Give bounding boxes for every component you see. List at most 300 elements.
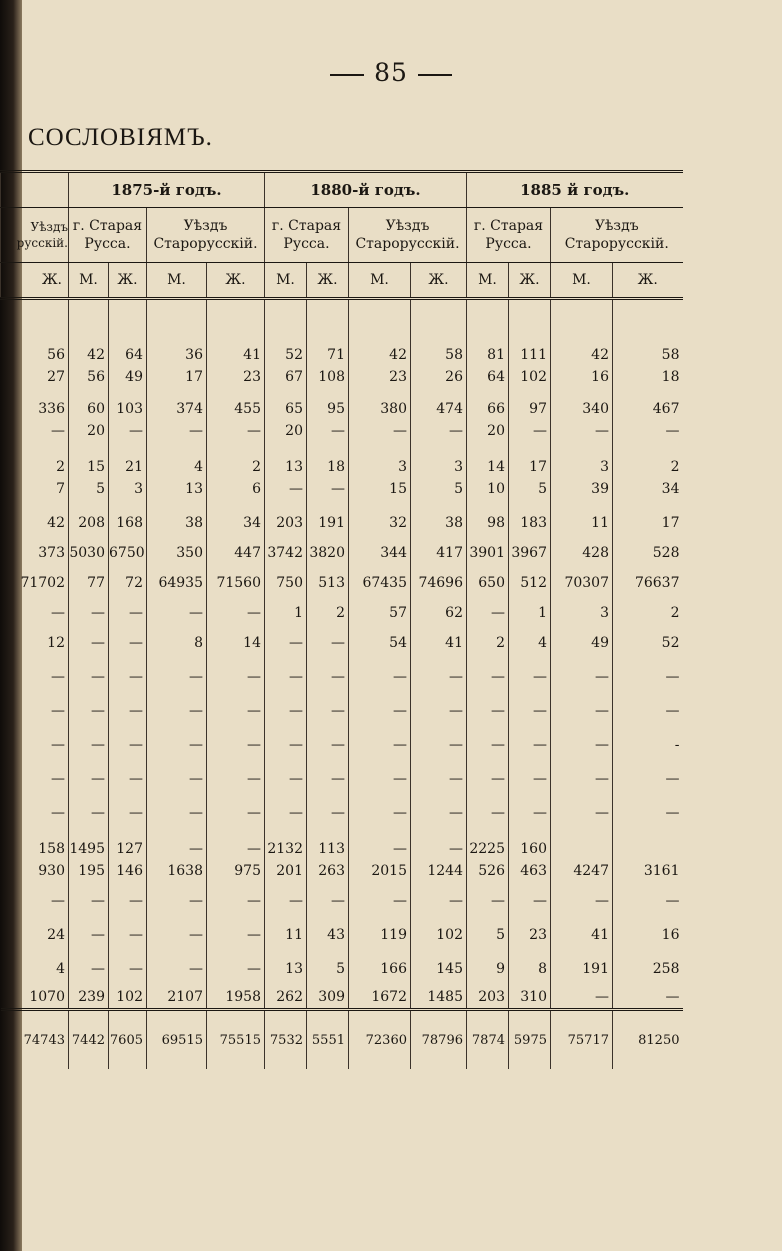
table-cell: — xyxy=(411,734,467,756)
spacer-row xyxy=(1,912,683,924)
spacer-cell xyxy=(509,688,551,700)
table-cell: — xyxy=(551,420,613,442)
table-cell: — xyxy=(307,632,349,654)
page-number-text: 85 xyxy=(374,58,408,87)
table-cell: 183 xyxy=(509,512,551,534)
table-cell: 7 xyxy=(56,481,65,497)
spacer-cell xyxy=(69,946,109,958)
table-cell: 23 xyxy=(509,924,551,946)
spacer-cell xyxy=(307,882,349,890)
table-row xyxy=(1,512,683,534)
table-cell: 208 xyxy=(69,512,109,534)
table-cell: — xyxy=(613,890,683,912)
spacer-cell xyxy=(1,946,69,958)
table-cell: 1 xyxy=(265,602,307,624)
table-cell: 463 xyxy=(509,860,551,882)
table-cell: — xyxy=(349,420,411,442)
spacer-cell xyxy=(307,756,349,768)
spacer-cell xyxy=(1,688,69,700)
table-cell: — xyxy=(147,838,207,860)
spacer-cell xyxy=(411,688,467,700)
table-cell: 56 xyxy=(69,366,109,388)
table-cell: 3 xyxy=(411,456,467,478)
spacer-cell xyxy=(411,534,467,542)
table-cell: — xyxy=(307,768,349,790)
table-cell: 103 xyxy=(109,398,147,420)
spacer-cell xyxy=(1,756,69,768)
table-cell: 4247 xyxy=(551,860,613,882)
table-cell: — xyxy=(467,602,509,624)
spacer-cell xyxy=(147,912,207,924)
table-cell: 239 xyxy=(69,986,109,1010)
spacer-cell xyxy=(69,534,109,542)
spacer-cell xyxy=(551,946,613,958)
table-cell: — xyxy=(551,802,613,824)
table-cell: — xyxy=(69,958,109,980)
table-cell: — xyxy=(349,802,411,824)
spacer-cell xyxy=(349,946,411,958)
table-cell: 41 xyxy=(207,344,265,366)
table-cell: — xyxy=(109,802,147,824)
table-cell: 39 xyxy=(551,478,613,500)
spacer-row xyxy=(1,722,683,734)
spacer-cell xyxy=(147,624,207,632)
table-cell: 71 xyxy=(307,344,349,366)
table-row xyxy=(1,542,683,564)
spacer-cell xyxy=(265,388,307,398)
total-cell: 75515 xyxy=(207,1010,265,1070)
table-cell: 5030 xyxy=(69,542,109,564)
table-cell: — xyxy=(307,420,349,442)
table-cell: — xyxy=(207,700,265,722)
table-row xyxy=(1,478,683,500)
table-cell: 6750 xyxy=(109,542,147,564)
spacer-cell xyxy=(1,624,69,632)
table-cell: — xyxy=(349,734,411,756)
table-cell: 930 xyxy=(38,863,65,879)
table-cell: — xyxy=(69,768,109,790)
table-cell: 203 xyxy=(265,512,307,534)
table-cell: - xyxy=(613,734,683,756)
table-cell: — xyxy=(551,986,613,1010)
spacer-cell xyxy=(69,442,109,456)
spacer-cell xyxy=(551,388,613,398)
table-row xyxy=(1,398,683,420)
table-row xyxy=(1,572,683,594)
table-cell: — xyxy=(207,666,265,688)
spacer-cell xyxy=(349,442,411,456)
spacer-cell xyxy=(207,299,265,345)
table-cell: 3967 xyxy=(509,542,551,564)
spacer-cell xyxy=(411,624,467,632)
spacer-cell xyxy=(613,564,683,572)
table-cell: 310 xyxy=(509,986,551,1010)
spacer-cell xyxy=(349,534,411,542)
table-cell: 42 xyxy=(551,344,613,366)
spacer-cell xyxy=(467,882,509,890)
table-cell: 1638 xyxy=(147,860,207,882)
spacer-cell xyxy=(551,500,613,512)
table-cell: — xyxy=(51,771,65,787)
table-cell: — xyxy=(349,700,411,722)
spacer-cell xyxy=(147,946,207,958)
table-cell: — xyxy=(69,632,109,654)
table-cell: — xyxy=(207,420,265,442)
table-cell: — xyxy=(147,420,207,442)
table-cell: — xyxy=(307,700,349,722)
spacer-cell xyxy=(613,790,683,802)
spacer-cell xyxy=(207,946,265,958)
table-cell: 18 xyxy=(307,456,349,478)
spacer-cell xyxy=(613,500,683,512)
table-cell: — xyxy=(69,666,109,688)
table-cell: 20 xyxy=(467,420,509,442)
total-cell: 7605 xyxy=(109,1010,147,1070)
year-header-1875: 1875-й годъ. xyxy=(69,172,265,208)
table-cell: — xyxy=(147,890,207,912)
spacer-cell xyxy=(69,882,109,890)
table-cell: 14 xyxy=(207,632,265,654)
spacer-cell xyxy=(147,882,207,890)
table-cell: 108 xyxy=(307,366,349,388)
spacer-cell xyxy=(551,442,613,456)
spacer-cell xyxy=(411,388,467,398)
table-cell: 113 xyxy=(307,838,349,860)
table-cell: — xyxy=(51,605,65,621)
page-number-dash-left xyxy=(330,74,364,76)
table-cell: 5 xyxy=(509,478,551,500)
table-cell: 428 xyxy=(551,542,613,564)
spacer-cell xyxy=(613,654,683,666)
table-cell: 4 xyxy=(56,961,65,977)
spacer-cell xyxy=(147,756,207,768)
table-cell: 64 xyxy=(467,366,509,388)
table-cell: 2 xyxy=(613,456,683,478)
table-cell: 526 xyxy=(467,860,509,882)
spacer-cell xyxy=(265,442,307,456)
spacer-cell xyxy=(349,654,411,666)
table-cell: 71560 xyxy=(207,572,265,594)
sex-header-m: М. xyxy=(467,263,509,299)
spacer-cell xyxy=(509,624,551,632)
spacer-cell xyxy=(207,624,265,632)
spacer-row xyxy=(1,388,683,398)
spacer-cell xyxy=(265,912,307,924)
spacer-cell xyxy=(207,688,265,700)
spacer-cell xyxy=(467,500,509,512)
place-header-town-1885: г. Старая Русса. xyxy=(467,208,551,263)
table-cell: 127 xyxy=(109,838,147,860)
year-header-row xyxy=(1,172,683,208)
table-cell: — xyxy=(265,632,307,654)
spacer-row xyxy=(1,624,683,632)
table-cell: 58 xyxy=(613,344,683,366)
table-cell: 2132 xyxy=(265,838,307,860)
spacer-cell xyxy=(265,594,307,602)
table-cell: 2 xyxy=(207,456,265,478)
spacer-cell xyxy=(265,688,307,700)
table-cell: — xyxy=(411,666,467,688)
spacer-cell xyxy=(69,824,109,838)
table-cell: 24 xyxy=(47,927,65,943)
spacer-cell xyxy=(69,654,109,666)
table-cell: 3901 xyxy=(467,542,509,564)
spacer-cell xyxy=(411,299,467,345)
table-cell: 13 xyxy=(265,958,307,980)
table-cell: 74696 xyxy=(411,572,467,594)
spacer-cell xyxy=(509,790,551,802)
table-cell: 70307 xyxy=(551,572,613,594)
table-cell: — xyxy=(411,890,467,912)
spacer-cell xyxy=(307,442,349,456)
table-cell: 2 xyxy=(613,602,683,624)
table-cell: 11 xyxy=(551,512,613,534)
spacer-cell xyxy=(307,790,349,802)
table-cell: — xyxy=(307,890,349,912)
spacer-cell xyxy=(207,564,265,572)
table-cell: 8 xyxy=(147,632,207,654)
table-cell: — xyxy=(69,700,109,722)
table-cell: 64 xyxy=(109,344,147,366)
table-cell: 41 xyxy=(551,924,613,946)
table-cell: — xyxy=(207,958,265,980)
table-cell: 66 xyxy=(467,398,509,420)
table-cell: 1958 xyxy=(207,986,265,1010)
edge-header-line-1: Уѣздъ xyxy=(30,220,68,234)
total-cell: 75717 xyxy=(551,1010,613,1070)
table-cell: 528 xyxy=(613,542,683,564)
table-cell: — xyxy=(265,478,307,500)
table-cell: 3 xyxy=(109,478,147,500)
table-cell: 77 xyxy=(69,572,109,594)
table-cell: — xyxy=(265,700,307,722)
table-cell: 23 xyxy=(349,366,411,388)
spacer-cell xyxy=(207,824,265,838)
spacer-cell xyxy=(613,624,683,632)
table-cell xyxy=(551,838,613,860)
spacer-cell xyxy=(613,912,683,924)
spacer-cell xyxy=(1,388,69,398)
total-cell: 5551 xyxy=(307,1010,349,1070)
table-cell: 2 xyxy=(467,632,509,654)
table-cell: 9 xyxy=(467,958,509,980)
table-cell: — xyxy=(265,768,307,790)
table-cell: 13 xyxy=(147,478,207,500)
spacer-cell xyxy=(613,756,683,768)
spacer-cell xyxy=(613,442,683,456)
table-cell: — xyxy=(467,768,509,790)
table-cell: 42 xyxy=(69,344,109,366)
spacer-cell xyxy=(307,688,349,700)
table-cell: — xyxy=(349,768,411,790)
spacer-cell xyxy=(1,790,69,802)
table-cell: 102 xyxy=(411,924,467,946)
table-cell: 95 xyxy=(307,398,349,420)
table-cell: — xyxy=(467,890,509,912)
table-row xyxy=(1,666,683,688)
spacer-cell xyxy=(1,500,69,512)
table-cell: 81 xyxy=(467,344,509,366)
table-cell: 447 xyxy=(207,542,265,564)
spacer-cell xyxy=(411,946,467,958)
spacer-cell xyxy=(147,722,207,734)
table-cell: — xyxy=(51,669,65,685)
table-cell: — xyxy=(147,802,207,824)
spacer-cell xyxy=(147,388,207,398)
table-cell: 23 xyxy=(207,366,265,388)
spacer-cell xyxy=(265,654,307,666)
table-cell: — xyxy=(207,890,265,912)
spacer-cell xyxy=(551,594,613,602)
table-cell: 12 xyxy=(47,635,65,651)
table-cell: — xyxy=(69,802,109,824)
spacer-cell xyxy=(109,790,147,802)
spacer-cell xyxy=(1,654,69,666)
table-row xyxy=(1,986,683,1010)
spacer-cell xyxy=(349,500,411,512)
table-row xyxy=(1,958,683,980)
table-cell: 160 xyxy=(509,838,551,860)
spacer-cell xyxy=(349,882,411,890)
spacer-row xyxy=(1,654,683,666)
total-cell: 7532 xyxy=(265,1010,307,1070)
table-cell: — xyxy=(509,700,551,722)
year-header-1880: 1880-й годъ. xyxy=(265,172,467,208)
table-cell: 350 xyxy=(147,542,207,564)
spacer-cell xyxy=(613,824,683,838)
spacer-cell xyxy=(265,500,307,512)
spacer-cell xyxy=(109,654,147,666)
table-cell: 380 xyxy=(349,398,411,420)
table-cell: 49 xyxy=(109,366,147,388)
spacer-cell xyxy=(509,500,551,512)
table-cell: 145 xyxy=(411,958,467,980)
total-cell: 7442 xyxy=(69,1010,109,1070)
table-cell: 3161 xyxy=(613,860,683,882)
table-cell: 3742 xyxy=(265,542,307,564)
year-header-1885: 1885 й годъ. xyxy=(467,172,683,208)
table-cell: — xyxy=(509,768,551,790)
table-cell: — xyxy=(265,890,307,912)
spacer-cell xyxy=(467,299,509,345)
spacer-cell xyxy=(613,299,683,345)
table-cell: 98 xyxy=(467,512,509,534)
table-cell: 42 xyxy=(47,515,65,531)
spacer-cell xyxy=(411,442,467,456)
table-cell: 158 xyxy=(38,841,65,857)
total-cell: 74743 xyxy=(1,1010,69,1070)
spacer-cell xyxy=(1,912,69,924)
table-cell: — xyxy=(207,602,265,624)
table-cell: 26 xyxy=(411,366,467,388)
table-cell: — xyxy=(207,734,265,756)
spacer-cell xyxy=(109,688,147,700)
spacer-cell xyxy=(467,912,509,924)
table-cell: 3820 xyxy=(307,542,349,564)
table-cell: — xyxy=(109,420,147,442)
spacer-cell xyxy=(509,824,551,838)
spacer-cell xyxy=(349,688,411,700)
table-cell: 67435 xyxy=(349,572,411,594)
spacer-cell xyxy=(109,722,147,734)
spacer-cell xyxy=(147,564,207,572)
table-cell: 474 xyxy=(411,398,467,420)
spacer-cell xyxy=(411,654,467,666)
spacer-cell xyxy=(467,534,509,542)
spacer-cell xyxy=(207,722,265,734)
table-cell: 512 xyxy=(509,572,551,594)
spacer-cell xyxy=(69,500,109,512)
table-cell: 374 xyxy=(147,398,207,420)
table-cell: 340 xyxy=(551,398,613,420)
spacer-cell xyxy=(509,882,551,890)
table-cell: 119 xyxy=(349,924,411,946)
table-cell: — xyxy=(613,420,683,442)
table-cell: — xyxy=(551,890,613,912)
spacer-cell xyxy=(207,534,265,542)
table-cell: 191 xyxy=(551,958,613,980)
table-cell: 43 xyxy=(307,924,349,946)
spacer-cell xyxy=(467,654,509,666)
table-cell: 54 xyxy=(349,632,411,654)
spacer-row xyxy=(1,500,683,512)
table-cell: 34 xyxy=(207,512,265,534)
spacer-cell xyxy=(1,564,69,572)
table-cell: — xyxy=(147,602,207,624)
spacer-cell xyxy=(147,790,207,802)
spacer-cell xyxy=(613,722,683,734)
spacer-cell xyxy=(509,946,551,958)
spacer-cell xyxy=(69,722,109,734)
spacer-cell xyxy=(265,722,307,734)
spacer-cell xyxy=(147,824,207,838)
spacer-cell xyxy=(109,388,147,398)
table-cell: — xyxy=(613,802,683,824)
table-cell: — xyxy=(349,838,411,860)
table-cell: — xyxy=(265,802,307,824)
spacer-cell xyxy=(265,824,307,838)
table-cell: 263 xyxy=(307,860,349,882)
spacer-cell xyxy=(411,756,467,768)
spacer-row xyxy=(1,564,683,572)
spacer-cell xyxy=(349,912,411,924)
table-cell: — xyxy=(51,737,65,753)
table-cell: — xyxy=(207,802,265,824)
spacer-cell xyxy=(147,688,207,700)
table-cell: 20 xyxy=(69,420,109,442)
spacer-cell xyxy=(147,534,207,542)
table-cell: 60 xyxy=(69,398,109,420)
table-cell: 102 xyxy=(109,986,147,1010)
spacer-cell xyxy=(411,564,467,572)
spacer-cell xyxy=(207,442,265,456)
table-cell: 52 xyxy=(613,632,683,654)
spacer-row xyxy=(1,299,683,345)
table-cell: — xyxy=(613,666,683,688)
spacer-cell xyxy=(349,624,411,632)
spacer-cell xyxy=(109,624,147,632)
table-cell: — xyxy=(411,802,467,824)
table-cell: — xyxy=(411,838,467,860)
spacer-cell xyxy=(411,912,467,924)
spacer-cell xyxy=(509,756,551,768)
spacer-cell xyxy=(551,824,613,838)
spacer-cell xyxy=(411,722,467,734)
table-cell: — xyxy=(109,768,147,790)
table-cell: 203 xyxy=(467,986,509,1010)
spacer-row xyxy=(1,824,683,838)
spacer-cell xyxy=(265,790,307,802)
